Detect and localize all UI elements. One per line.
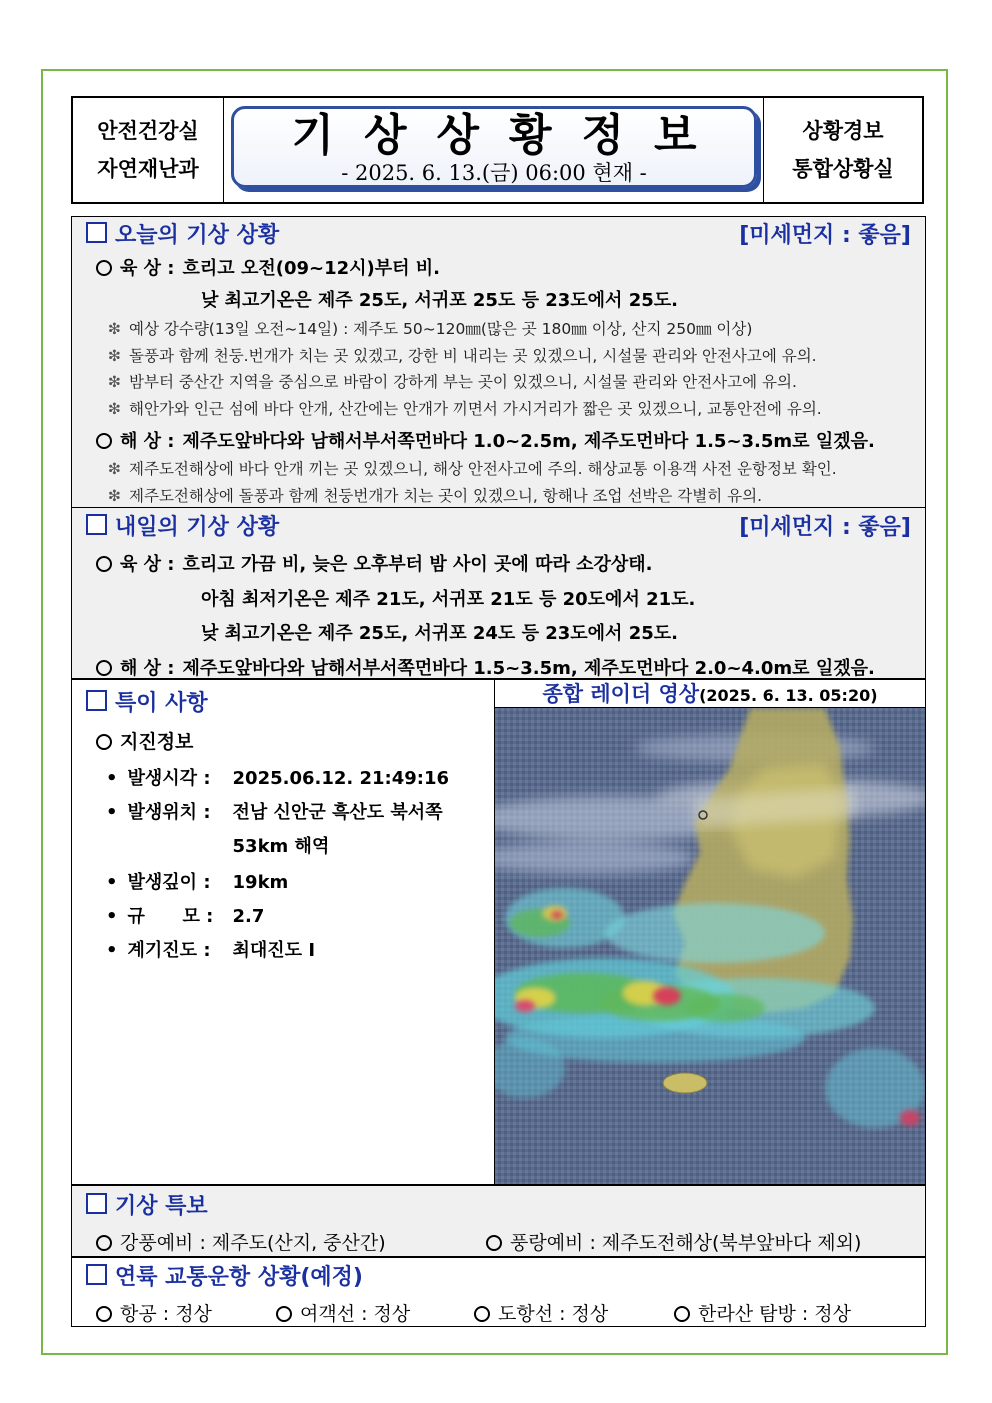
- traffic-item: 도항선 : 정상: [474, 1299, 608, 1326]
- today-land-temp: 낮 최고기온은 제주 25도, 서귀포 25도 등 23도에서 25도.: [201, 290, 678, 311]
- checkbox-icon: [86, 514, 107, 535]
- header-right: [763, 98, 922, 202]
- circle-bullet-icon: [96, 433, 112, 449]
- circle-bullet-icon: [486, 1235, 502, 1251]
- traffic-item: 항공 : 정상: [96, 1299, 212, 1326]
- warning-item-2: 풍랑예비 : 제주도전해상(북부앞바다 제외): [486, 1228, 861, 1255]
- warning-section: [71, 1185, 926, 1257]
- tomorrow-high-temp: 낮 최고기온은 제주 25도, 서귀포 24도 등 23도에서 25도.: [201, 623, 678, 644]
- traffic-title: 연륙 교통운항 상황(예정): [86, 1260, 363, 1291]
- header-left: [73, 98, 224, 202]
- circle-bullet-icon: [96, 556, 112, 572]
- quake-row: • 발생위치 : 전남 신안군 흑산도 북서쪽: [106, 802, 443, 823]
- warning-title: 기상 특보: [86, 1189, 208, 1220]
- today-note-1: ❇ 예상 강수량(13일 오전~14일) : 제주도 50~120㎜(많은 곳 180㎜ 이상, 산지 250㎜ 이상): [108, 320, 753, 338]
- circle-bullet-icon: [96, 1235, 112, 1251]
- office-line-2: 통합상황실: [792, 157, 894, 181]
- circle-bullet-icon: [96, 734, 112, 750]
- page-title: 기상상황정보: [291, 110, 727, 161]
- radar-date: (2025. 6. 13. 05:20): [699, 686, 878, 705]
- tomorrow-dust: [미세먼지 : 좋음]: [739, 515, 911, 540]
- tomorrow-title: 내일의 기상 상황: [86, 510, 279, 541]
- circle-bullet-icon: [674, 1306, 690, 1322]
- quake-row: 53km 해역: [232, 836, 330, 857]
- checkbox-icon: [86, 1264, 107, 1285]
- checkbox-icon: [86, 1193, 107, 1214]
- title-box: [231, 106, 757, 188]
- circle-bullet-icon: [96, 1306, 112, 1322]
- quake-heading: 지진정보: [96, 727, 193, 754]
- radar-map: [495, 708, 925, 1184]
- today-sea-note-1: ❇ 제주도전해상에 바다 안개 끼는 곳 있겠으니, 해상 안전사고에 주의. 해상교통 이용객 사전 운항정보 확인.: [108, 460, 837, 478]
- quake-row: • 발생깊이 : 19km: [106, 872, 289, 893]
- quake-row: • 규 모 : 2.7: [106, 906, 265, 927]
- quake-row: • 발생시각 : 2025.06.12. 21:49:16: [106, 768, 450, 789]
- dept-line-2: 자연재난과: [97, 157, 199, 181]
- today-note-2: ❇ 돌풍과 함께 천둥.번개가 치는 곳 있겠고, 강한 비 내리는 곳 있겠으니, 시설물 관리와 안전사고에 유의.: [108, 347, 817, 365]
- circle-bullet-icon: [96, 660, 112, 676]
- quake-row: • 계기진도 : 최대진도 Ⅰ: [106, 940, 316, 961]
- traffic-item: 여객선 : 정상: [276, 1299, 410, 1326]
- special-title: 특이 사항: [86, 686, 208, 717]
- circle-bullet-icon: [474, 1306, 490, 1322]
- today-note-4: ❇ 해안가와 인근 섬에 바다 안개, 산간에는 안개가 끼면서 가시거리가 짧은 곳 있겠으니, 교통안전에 유의.: [108, 400, 822, 418]
- report-date: - 2025. 6. 13.(금) 06:00 현재 -: [341, 161, 647, 185]
- circle-bullet-icon: [96, 260, 112, 276]
- circle-bullet-icon: [276, 1306, 292, 1322]
- today-section: [71, 216, 926, 508]
- tomorrow-sea-line: 해 상 : 제주도앞바다와 남해서부서쪽먼바다 1.5~3.5m, 제주도먼바다 2.0~4.0m로 일겠음.: [96, 654, 875, 680]
- special-section: [71, 679, 926, 1185]
- office-line-1: 상황경보: [802, 119, 884, 143]
- today-note-3: ❇ 밤부터 중산간 지역을 중심으로 바람이 강하게 부는 곳이 있겠으니, 시설물 관리와 안전사고에 유의.: [108, 373, 797, 391]
- tomorrow-low-temp: 아침 최저기온은 제주 21도, 서귀포 21도 등 20도에서 21도.: [201, 589, 696, 610]
- radar-image: [494, 708, 925, 1184]
- tomorrow-land-line: 육 상 : 흐리고 가끔 비, 늦은 오후부터 밤 사이 곳에 따라 소강상태.: [96, 550, 653, 576]
- dept-line-1: 안전건강실: [97, 119, 199, 143]
- warning-item-1: 강풍예비 : 제주도(산지, 중산간): [96, 1228, 386, 1255]
- checkbox-icon: [86, 690, 107, 711]
- traffic-section: [71, 1257, 926, 1327]
- today-dust: [미세먼지 : 좋음]: [739, 223, 911, 248]
- checkbox-icon: [86, 222, 107, 243]
- today-sea-note-2: ❇ 제주도전해상에 돌풍과 함께 천둥번개가 치는 곳이 있겠으니, 항해나 조업 선박은 각별히 유의.: [108, 487, 763, 505]
- header: [71, 96, 924, 204]
- traffic-item: 한라산 탐방 : 정상: [674, 1299, 851, 1326]
- tomorrow-section: [71, 507, 926, 679]
- today-sea-line: 해 상 : 제주도앞바다와 남해서부서쪽먼바다 1.0~2.5m, 제주도먼바다 1.5~3.5m로 일겠음.: [96, 427, 875, 453]
- today-title: 오늘의 기상 상황: [86, 218, 279, 249]
- today-land-line: 육 상 : 흐리고 오전(09~12시)부터 비.: [96, 254, 440, 280]
- radar-title: 종합 레이더 영상(2025. 6. 13. 05:20): [494, 680, 925, 708]
